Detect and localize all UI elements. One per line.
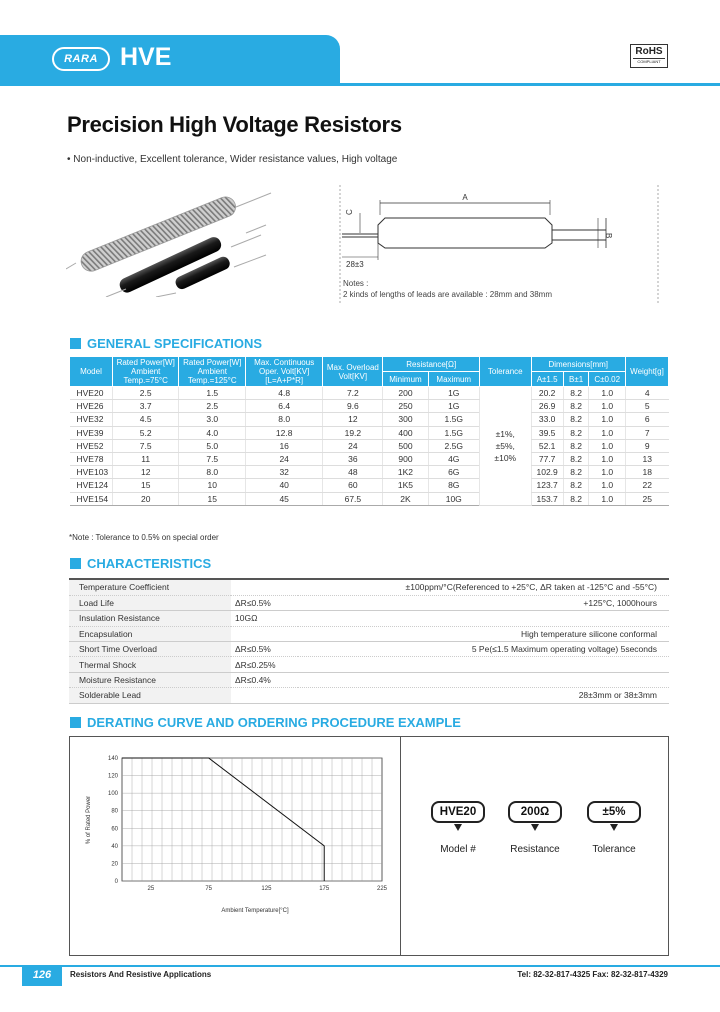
spec-cell: 1.5G (428, 413, 480, 426)
derating-heading: DERATING CURVE AND ORDERING PROCEDURE EXAMPLE (70, 715, 461, 730)
general-spec-heading: GENERAL SPECIFICATIONS (70, 336, 262, 351)
y-tick-label: 80 (111, 808, 118, 815)
characteristic-value: ΔR≤0.5% (231, 642, 298, 657)
spec-cell: 1.0 (589, 387, 625, 400)
spec-cell: 1K5 (383, 479, 428, 492)
col-tolerance: Tolerance (480, 357, 532, 387)
col-power-75: Rated Power[W] Ambient Temp.=75°C (112, 357, 179, 387)
characteristic-row (69, 688, 669, 703)
spec-cell: 2.5 (179, 400, 246, 413)
spec-cell: 8.2 (563, 452, 589, 465)
dim-a-label: A (462, 193, 468, 202)
footer-rule (0, 965, 720, 967)
spec-cell: 20 (112, 492, 179, 505)
tolerance-value: ±10% (494, 452, 517, 463)
spec-cell: 2.5 (112, 387, 179, 400)
col-cont-volt: Max. Continuous Oper. Volt[KV] [L=A+P*R] (246, 357, 323, 387)
drawing-notes (343, 278, 552, 300)
spec-cell: 12 (112, 466, 179, 479)
footer-contact: Tel: 82-32-817-4325 Fax: 82-32-817-4329 (517, 970, 668, 979)
spec-cell: 5.0 (179, 439, 246, 452)
col-model: Model (70, 357, 113, 387)
spec-cell: 24 (246, 452, 323, 465)
spec-cell: 123.7 (531, 479, 563, 492)
order-code-label: Model # (440, 844, 476, 855)
characteristic-value (231, 626, 298, 641)
order-code-box: HVE20 (431, 801, 485, 823)
rohs-sub: COMPLIANT (633, 58, 665, 65)
characteristic-label: Encapsulation (69, 626, 231, 641)
dim-b-label: B (604, 233, 613, 239)
spec-cell: HVE26 (70, 400, 113, 413)
spec-cell: HVE78 (70, 452, 113, 465)
product-photo (66, 185, 276, 297)
spec-cell: 40 (246, 479, 323, 492)
spec-cell: HVE52 (70, 439, 113, 452)
characteristic-value: ΔR≤0.4% (231, 672, 298, 687)
spec-cell: 52.1 (531, 439, 563, 452)
spec-row (70, 466, 669, 479)
spec-cell: 7.5 (179, 452, 246, 465)
spec-cell: 1.0 (589, 466, 625, 479)
y-tick-label: 100 (107, 791, 118, 798)
spec-cell: 1.0 (589, 426, 625, 439)
spec-cell: 8.2 (563, 466, 589, 479)
spec-cell: 6G (428, 466, 480, 479)
characteristic-row (69, 611, 669, 626)
spec-row (70, 479, 669, 492)
spec-cell: 250 (383, 400, 428, 413)
spec-cell: 1.0 (589, 452, 625, 465)
characteristic-condition (298, 611, 669, 626)
spec-cell: 1.0 (589, 479, 625, 492)
spec-cell: 20.2 (531, 387, 563, 400)
spec-cell: 400 (383, 426, 428, 439)
spec-cell: 3.0 (179, 413, 246, 426)
spec-cell: 13 (625, 452, 668, 465)
col-dimensions: Dimensions[mm] (531, 357, 625, 372)
col-overload-volt: Max. Overload Volt[KV] (323, 357, 383, 387)
dim-c-label: C (345, 209, 354, 215)
spec-cell: 18 (625, 466, 668, 479)
page-number: 126 (22, 966, 62, 986)
spec-cell: 2.5G (428, 439, 480, 452)
spec-row (70, 452, 669, 465)
lead-length-label: 28±3 (346, 260, 364, 269)
spec-cell: 7.5 (112, 439, 179, 452)
spec-cell: 12 (323, 413, 383, 426)
y-tick-label: 140 (107, 756, 118, 762)
spec-cell: 1G (428, 387, 480, 400)
spec-row (70, 439, 669, 452)
characteristic-row (69, 595, 669, 610)
order-code-label: Resistance (510, 844, 560, 855)
rohs-badge (630, 44, 668, 68)
spec-row (70, 387, 669, 400)
spec-cell: 10G (428, 492, 480, 505)
spec-cell: 77.7 (531, 452, 563, 465)
chart-xlabel: Ambient Temperature[°C] (221, 908, 289, 914)
characteristic-label: Thermal Shock (69, 657, 231, 672)
characteristic-label: Temperature Coefficient (69, 580, 231, 595)
spec-cell: 1.0 (589, 439, 625, 452)
general-spec-table (69, 356, 669, 506)
characteristic-row (69, 672, 669, 687)
spec-cell: 2K (383, 492, 428, 505)
chart-ylabel: % of Rated Power (86, 795, 92, 845)
characteristic-label: Short Time Overload (69, 642, 231, 657)
spec-cell: 8.2 (563, 492, 589, 505)
spec-cell: 11 (112, 452, 179, 465)
feature-list: • Non-inductive, Excellent tolerance, Wider resistance values, High voltage (67, 154, 398, 165)
page-title: Precision High Voltage Resistors (67, 112, 402, 137)
spec-cell: 22 (625, 479, 668, 492)
spec-cell: 4.5 (112, 413, 179, 426)
spec-cell: 8.2 (563, 413, 589, 426)
spec-cell: 32 (246, 466, 323, 479)
y-tick-label: 60 (111, 826, 118, 833)
footer-left: Resistors And Resistive Applications (70, 970, 212, 979)
col-res-min: Minimum (383, 372, 428, 387)
spec-cell: 8G (428, 479, 480, 492)
col-dim-a: A±1.5 (531, 372, 563, 387)
spec-cell: 8.0 (246, 413, 323, 426)
spec-cell: HVE32 (70, 413, 113, 426)
spec-cell: HVE103 (70, 466, 113, 479)
characteristic-value: ΔR≤0.5% (231, 595, 298, 610)
spec-cell: 1.5G (428, 426, 480, 439)
spec-row (70, 413, 669, 426)
spec-row (70, 492, 669, 505)
col-dim-c: C±0.02 (589, 372, 625, 387)
spec-cell: HVE154 (70, 492, 113, 505)
section-square-icon (70, 717, 81, 728)
spec-cell: 6 (625, 413, 668, 426)
spec-cell: 16 (246, 439, 323, 452)
rohs-label: RoHS (635, 46, 663, 57)
characteristic-condition: +125°C, 1000hours (298, 595, 669, 610)
spec-cell: 60 (323, 479, 383, 492)
spec-cell: 8.2 (563, 439, 589, 452)
spec-cell: 67.5 (323, 492, 383, 505)
notes-title: Notes : (343, 279, 369, 288)
spec-cell: 4 (625, 387, 668, 400)
spec-cell: 19.2 (323, 426, 383, 439)
spec-row (70, 400, 669, 413)
spec-cell: 5 (625, 400, 668, 413)
x-tick-label: 75 (205, 886, 213, 892)
order-code-box: ±5% (587, 801, 641, 823)
spec-cell: 153.7 (531, 492, 563, 505)
spec-cell: 45 (246, 492, 323, 505)
spec-cell: 4.8 (246, 387, 323, 400)
characteristic-condition: 5 Pe(≤1.5 Maximum operating voltage) 5seconds (298, 642, 669, 657)
section-square-icon (70, 558, 81, 569)
spec-cell: 24 (323, 439, 383, 452)
spec-cell: HVE124 (70, 479, 113, 492)
series-title: HVE (120, 43, 172, 71)
characteristic-condition: High temperature silicone conformal (298, 626, 669, 641)
spec-cell: 8.0 (179, 466, 246, 479)
derating-divider (400, 736, 401, 956)
spec-cell: 1.5 (179, 387, 246, 400)
characteristic-row (69, 580, 669, 595)
spec-cell: HVE39 (70, 426, 113, 439)
tolerance-cell (480, 387, 532, 506)
arrow-down-icon (610, 824, 618, 831)
order-code-box: 200Ω (508, 801, 562, 823)
arrow-down-icon (531, 824, 539, 831)
spec-cell: 1.0 (589, 492, 625, 505)
y-tick-label: 120 (107, 773, 118, 780)
spec-cell: 9 (625, 439, 668, 452)
spec-cell: 7 (625, 426, 668, 439)
tolerance-value: ±5%, (495, 440, 515, 451)
derating-curve (122, 758, 324, 881)
tolerance-value: ±1%, (495, 428, 515, 439)
spec-cell: 10 (179, 479, 246, 492)
spec-cell: 9.6 (323, 400, 383, 413)
x-tick-label: 25 (147, 886, 155, 892)
col-dim-b: B±1 (563, 372, 589, 387)
spec-cell: 36 (323, 452, 383, 465)
characteristic-row (69, 642, 669, 657)
spec-cell: 15 (112, 479, 179, 492)
spec-cell: 1G (428, 400, 480, 413)
characteristic-row (69, 626, 669, 641)
spec-row (70, 426, 669, 439)
spec-cell: 8.2 (563, 387, 589, 400)
spec-cell: 500 (383, 439, 428, 452)
spec-cell: HVE20 (70, 387, 113, 400)
spec-cell: 4.0 (179, 426, 246, 439)
y-tick-label: 20 (111, 861, 118, 868)
spec-cell: 900 (383, 452, 428, 465)
spec-cell: 1.0 (589, 400, 625, 413)
characteristics-table (69, 578, 669, 704)
characteristic-condition (298, 672, 669, 687)
spec-cell: 300 (383, 413, 428, 426)
characteristic-row (69, 657, 669, 672)
characteristic-label: Moisture Resistance (69, 672, 231, 687)
spec-cell: 200 (383, 387, 428, 400)
spec-cell: 12.8 (246, 426, 323, 439)
characteristic-condition: 28±3mm or 38±3mm (298, 688, 669, 703)
spec-cell: 25 (625, 492, 668, 505)
characteristic-condition (298, 657, 669, 672)
spec-cell: 6.4 (246, 400, 323, 413)
spec-cell: 39.5 (531, 426, 563, 439)
spec-note: *Note : Tolerance to 0.5% on special order (69, 533, 219, 542)
characteristics-heading: CHARACTERISTICS (70, 556, 211, 571)
spec-cell: 15 (179, 492, 246, 505)
spec-cell: 1K2 (383, 466, 428, 479)
spec-cell: 8.2 (563, 400, 589, 413)
col-power-125: Rated Power[W] Ambient Temp.=125°C (179, 357, 246, 387)
x-tick-label: 125 (261, 886, 272, 892)
spec-cell: 26.9 (531, 400, 563, 413)
header-rule (0, 83, 720, 86)
notes-text: 2 kinds of lengths of leads are available : 28mm and 38mm (343, 290, 553, 299)
characteristic-value (231, 688, 298, 703)
characteristic-value: ΔR≤0.25% (231, 657, 298, 672)
spec-cell: 8.2 (563, 426, 589, 439)
characteristic-label: Insulation Resistance (69, 611, 231, 626)
derating-chart (70, 740, 400, 955)
x-tick-label: 225 (376, 886, 388, 892)
spec-cell: 8.2 (563, 479, 589, 492)
spec-cell: 1.0 (589, 413, 625, 426)
characteristic-label: Solderable Lead (69, 688, 231, 703)
section-square-icon (70, 338, 81, 349)
characteristic-label: Load Life (69, 595, 231, 610)
spec-cell: 7.2 (323, 387, 383, 400)
spec-cell: 102.9 (531, 466, 563, 479)
characteristic-value (231, 580, 298, 595)
characteristic-value: 10GΩ (231, 611, 298, 626)
x-tick-label: 175 (319, 886, 330, 892)
order-code-label: Tolerance (592, 844, 636, 855)
y-tick-label: 0 (114, 879, 118, 885)
spec-cell: 3.7 (112, 400, 179, 413)
arrow-down-icon (454, 824, 462, 831)
y-tick-label: 40 (111, 843, 118, 850)
col-res-max: Maximum (428, 372, 480, 387)
spec-cell: 5.2 (112, 426, 179, 439)
col-weight: Weight[g] (625, 357, 668, 387)
spec-cell: 48 (323, 466, 383, 479)
characteristic-condition: ±100ppm/°C(Referenced to +25°C, ΔR taken at -125°C and -55°C) (298, 580, 669, 595)
col-resistance: Resistance[Ω] (383, 357, 480, 372)
spec-cell: 33.0 (531, 413, 563, 426)
spec-cell: 4G (428, 452, 480, 465)
company-logo: RARA (52, 47, 110, 71)
